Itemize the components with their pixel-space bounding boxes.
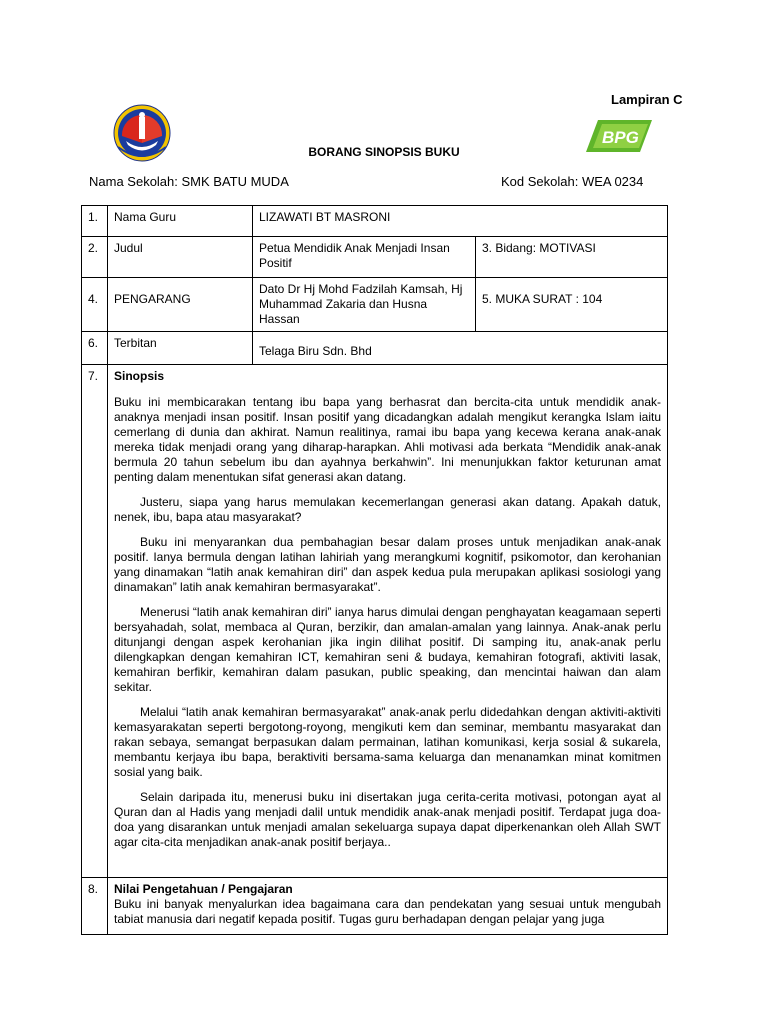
form-title: BORANG SINOPSIS BUKU xyxy=(308,145,460,159)
row-nilai-pengetahuan xyxy=(82,878,668,935)
row-judul xyxy=(82,237,668,278)
field-value: Telaga Biru Sdn. Bhd xyxy=(253,332,668,365)
sinopsis-paragraph: Selain daripada itu, menerusi buku ini disertakan juga cerita-cerita motivasi, potongan ayat al Quran dan al Hadis yang menjadi dalil untuk mendidik anak-anak menjadi positif. Terdapat juga doa-doa yang disarankan untuk menjadi amalan sekeluarga supaya dapat diperkenankan oleh Allah SWT agar cita-cita menjadikan anak-anak positif berjaya.. xyxy=(114,790,661,849)
row-pengarang xyxy=(82,278,668,332)
sinopsis-paragraph: Melalui “latih anak kemahiran bermasyarakat” anak-anak perlu didedahkan dengan aktiviti-aktiviti kemasyarakatan seperti bergotong-royong, mengikuti kem dan seminar, membantu masyarakat dan rakan sebaya, semangat berpasukan dalam permainan, latihan komunikasi, kerja sosial & sukarela, membantu kerjaya ibu bapa, beraktiviti bersama-sama keluarga dan menanamkan minat komitmen sosial yang baik. xyxy=(114,705,661,779)
field-label: Terbitan xyxy=(108,332,253,365)
field-muka-surat: 5. MUKA SURAT : 104 xyxy=(476,278,668,332)
field-bidang: 3. Bidang: MOTIVASI xyxy=(476,237,668,278)
lampiran-label: Lampiran C xyxy=(611,92,683,107)
school-code: Kod Sekolah: WEA 0234 xyxy=(501,174,644,189)
sinopsis-paragraph: Justeru, siapa yang harus memulakan kecemerlangan generasi akan datang. Apakah datuk, nenek, ibu, bapa atau masyarakat? xyxy=(114,495,661,524)
row-sinopsis xyxy=(82,365,668,878)
field-label: Nama Guru xyxy=(108,206,253,237)
sinopsis-paragraph: Menerusi “latih anak kemahiran diri” ianya harus dimulai dengan penghayatan keagamaan seperti bersyahadah, solat, membaca al Quran, berzikir, dan amalan-amalan yang lainnya. Anak-anak perlu ditunjangi dengan aspek kerohanian jika ingin dilihat positif. Di samping itu, anak-anak perlu dilengkapkan dengan kemahiran ICT, kemahiran seni & budaya, kemahiran fotografi, aktiviti lasak, kemahiran berfikir, kemahiran dalam pasukan, public speaking, dan mencintai haiwan dan alam sekitar. xyxy=(114,605,661,694)
svg-text:BPG: BPG xyxy=(602,128,639,147)
row-number: 7. xyxy=(82,365,108,878)
section-title: Sinopsis xyxy=(114,369,165,383)
sinopsis-cell xyxy=(108,365,668,878)
nilai-paragraph: Buku ini banyak menyalurkan idea bagaimana cara dan pendekatan yang sesuai untuk mengubah tabiat manusia dari negatif kepada positif. Tugas guru berhadapan dengan pelajar yang juga xyxy=(114,897,661,926)
school-name: Nama Sekolah: SMK BATU MUDA xyxy=(89,174,289,189)
row-number: 2. xyxy=(82,237,108,278)
sinopsis-paragraph: Buku ini menyarankan dua pembahagian besar dalam proses untuk menjadikan anak-anak positif. Ianya bermula dengan latihan lahiriah yang merangkumi kognitif, psikomotor, dan kerohanian yang dinamakan “latih anak kemahiran diri” dan aspek kedua pula merupakan aplikasi sosiologi yang dinamakan” latih anak kemahiran bermasyarakat”. xyxy=(114,535,661,594)
row-nama-guru xyxy=(82,206,668,237)
row-number: 8. xyxy=(82,878,108,935)
row-number: 4. xyxy=(82,278,108,332)
nilai-cell xyxy=(108,878,668,935)
row-number: 1. xyxy=(82,206,108,237)
sinopsis-paragraph: Buku ini membicarakan tentang ibu bapa yang berhasrat dan bercita-cita untuk mendidik anak-anaknya menjadi insan positif. Insan positif yang dicadangkan adalah mengikut kerangka Islam iaitu cemerlang di dunia dan akhirat. Namun realitinya, ramai ibu bapa yang kecewa kerana anak-anak mereka tidak menjadi orang yang diharap-harapkan. Ahli motivasi ada berkata “Mendidik anak-anak bermula 20 tahun sebelum ibu dan ayahnya berkahwin”. Ini menunjukkan faktor keturunan amat penting dalam menentukan sifat generasi akan datang. xyxy=(114,395,661,484)
field-label: Judul xyxy=(108,237,253,278)
field-value: Petua Mendidik Anak Menjadi Insan Positif xyxy=(253,237,476,278)
synopsis-form-table xyxy=(81,205,668,935)
section-title: Nilai Pengetahuan / Pengajaran xyxy=(114,882,293,896)
field-value: LIZAWATI BT MASRONI xyxy=(253,206,668,237)
row-terbitan xyxy=(82,332,668,365)
field-label: PENGARANG xyxy=(108,278,253,332)
row-number: 6. xyxy=(82,332,108,365)
field-value: Dato Dr Hj Mohd Fadzilah Kamsah, Hj Muhammad Zakaria dan Husna Hassan xyxy=(253,278,476,332)
